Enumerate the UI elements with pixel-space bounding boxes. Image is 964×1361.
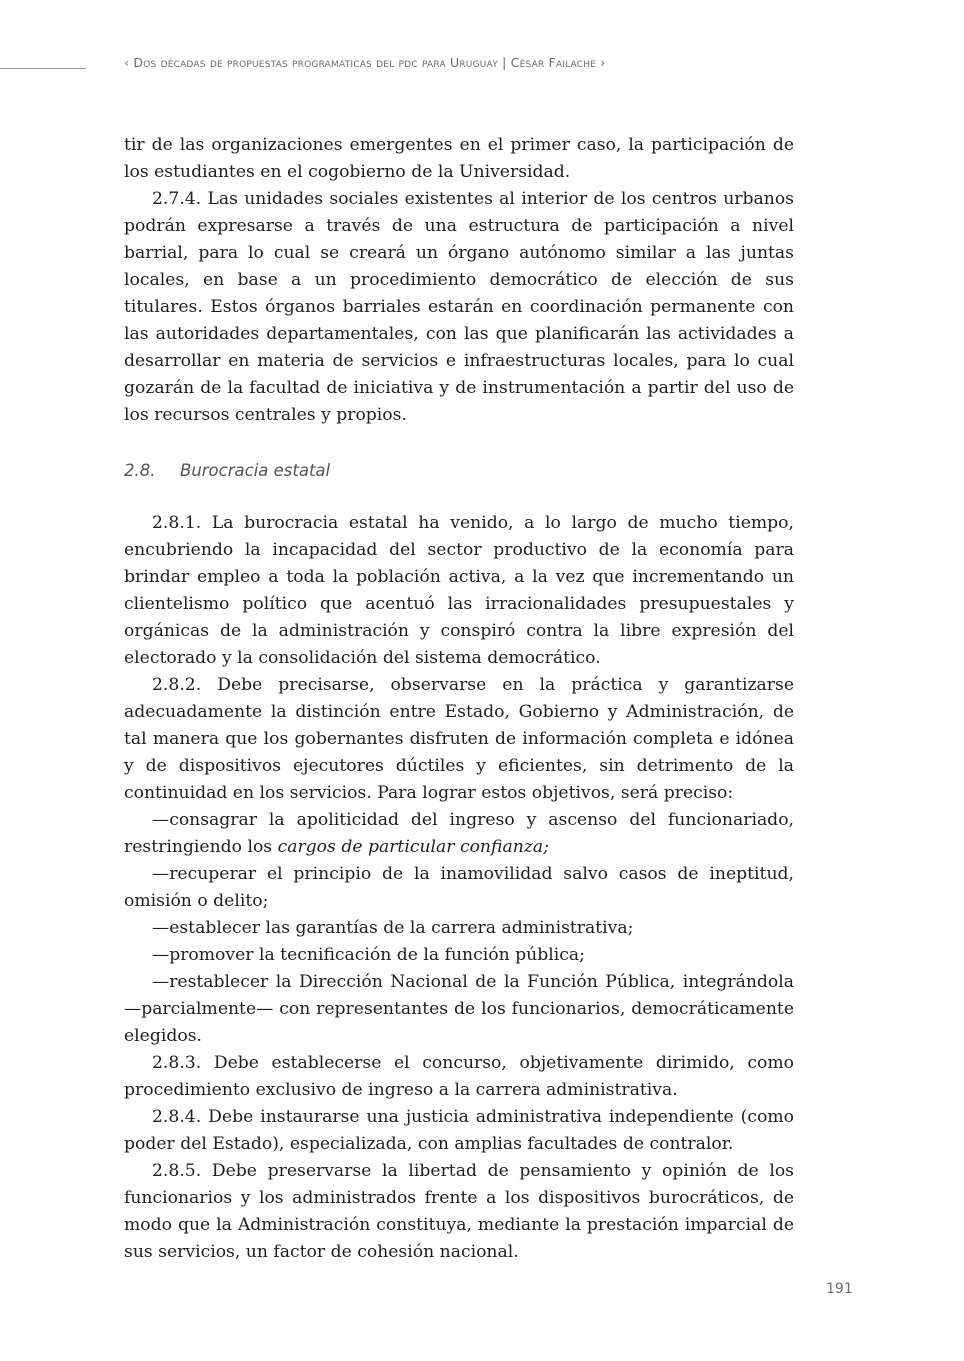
header-separator: | (497, 55, 511, 70)
list-item-dash-3: —establecer las garantías de la carrera administrativa; (152, 918, 634, 938)
dash-1-italic: cargos de particular confianza; (277, 837, 549, 857)
paragraph-2-7-4: 2.7.4. Las unidades sociales existentes al interior de los centros urbanos podrán expresarse a través de una estructura de participación a nivel barrial, para lo cual se creará un órgano autónomo similar a las juntas locales, en base a un procedimiento democrático de elección de sus titulares. Estos órganos barriales estarán en coordinación permanente con las autoridades departamentales, con las que planificarán las actividades a desarrollar en materia de servicios e infraestructuras locales, para lo cual gozarán de la facultad de iniciativa y de instrumentación a partir del uso de los recursos centrales y propios. (124, 189, 794, 425)
paragraph-2-8-1: 2.8.1. La burocracia estatal ha venido, a lo largo de mucho tiempo, encubriendo la incapacidad del sector productivo de la economía para brindar empleo a toda la población activa, a la vez que incrementando un clientelismo político que acentuó las irracionalidades presupuestales y orgánicas de la administración y conspiró contra la libre expresión del electorado y la consolidación del sistema democrático. (124, 513, 794, 668)
paragraph-continued: tir de las organizaciones emergentes en el primer caso, la participación de los estudiantes en el cogobierno de la Universidad. (124, 135, 794, 182)
paragraph-2-8-3: 2.8.3. Debe establecerse el concurso, objetivamente dirimido, como procedimiento exclusivo de ingreso a la carrera administrativa. (124, 1053, 794, 1100)
paragraph-2-8-5: 2.8.5. Debe preservarse la libertad de pensamiento y opinión de los funcionarios y los administrados frente a los dispositivos burocráticos, de modo que la Administración constituya, mediante la prestación imparcial de sus servicios, un factor de cohesión nacional. (124, 1161, 794, 1262)
header-rule (0, 68, 86, 69)
list-item-dash-2: —recuperar el principio de la inamovilidad salvo casos de ineptitud, omisión o delito; (124, 864, 794, 911)
section-number: 2.8. (124, 461, 156, 480)
running-header (124, 55, 804, 70)
header-close-mark: › (596, 55, 606, 70)
list-item-dash-1 (124, 807, 794, 861)
paragraph-2-8-4: 2.8.4. Debe instaurarse una justicia administrativa independiente (como poder del Estado), especializada, con amplias facultades de contralor. (124, 1107, 794, 1154)
paragraph-2-8-2: 2.8.2. Debe precisarse, observarse en la práctica y garantizarse adecuadamente la distinción entre Estado, Gobierno y Administración, de tal manera que los gobernantes disfruten de información completa e idónea y de dispositivos ejecutores dúctiles y eficientes, sin detrimento de la continuidad en los servicios. Para lograr estos objetivos, será preciso: (124, 675, 794, 803)
page-body (124, 132, 794, 1266)
header-author: César Failache (510, 55, 597, 70)
header-book-title: Dos décadas de propuestas programáticas del pdc para Uruguay (133, 55, 498, 70)
dash-1-text: —consagrar la apoliticidad del ingreso y ascenso del funcionariado, restringiendo los (124, 810, 794, 857)
header-open-mark: ‹ (124, 55, 134, 70)
list-item-dash-4: —promover la tecnificación de la función pública; (152, 945, 585, 965)
section-heading (124, 457, 794, 484)
section-title: Burocracia estatal (180, 461, 331, 480)
list-item-dash-5: —restablecer la Dirección Nacional de la Función Pública, integrándola —parcialmente— con representantes de los funcionarios, democráticamente elegidos. (124, 972, 794, 1046)
page-number: 191 (826, 1281, 853, 1297)
